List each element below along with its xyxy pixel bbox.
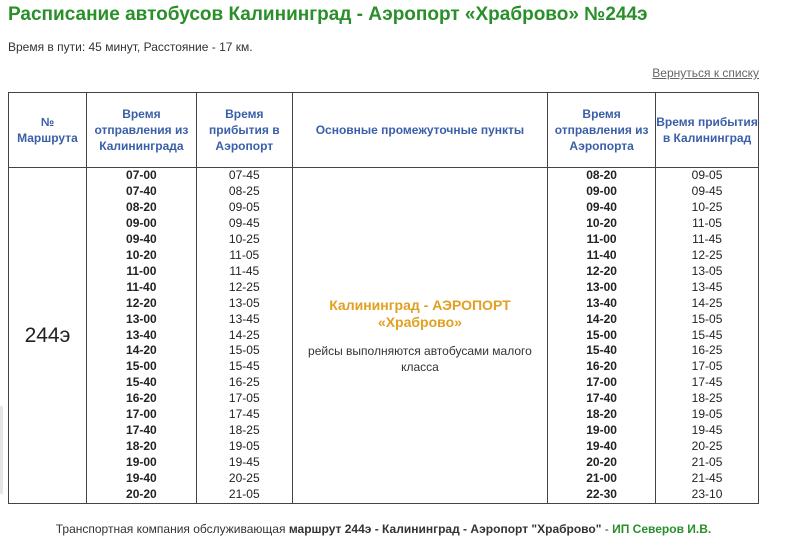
bus-class-note: рейсы выполняются автобусами малого класса (308, 343, 532, 374)
depart-kaliningrad-time: 14-20 (126, 343, 157, 358)
route-number: 244э (9, 168, 87, 504)
arrive-kaliningrad-time: 16-25 (691, 343, 723, 358)
table-row (9, 168, 759, 504)
arrive-kaliningrad-time: 09-05 (691, 168, 723, 182)
arrive-kaliningrad-time: 15-05 (691, 311, 723, 326)
depart-kaliningrad-list (86, 168, 196, 504)
depart-kaliningrad-time: 16-20 (126, 391, 157, 406)
arrive-airport-time: 15-05 (228, 343, 260, 358)
footer-prefix: Транспортная компания обслуживающая (55, 522, 289, 536)
depart-airport-time: 21-00 (586, 471, 617, 486)
route-destination-title: Калининград - АЭРОПОРТ «Храброво» (329, 296, 511, 330)
operator-company: ИП Северов И.В. (612, 522, 712, 536)
depart-kaliningrad-time: 20-20 (126, 487, 157, 502)
arrive-airport-time: 19-45 (228, 455, 260, 470)
depart-airport-time: 14-20 (586, 311, 617, 326)
arrive-kaliningrad-time: 23-10 (691, 487, 723, 502)
arrive-airport-time: 17-05 (228, 391, 260, 406)
intermediate-points (292, 168, 547, 504)
arrive-airport-time: 12-25 (228, 279, 260, 294)
depart-airport-time: 19-40 (586, 439, 617, 454)
depart-kaliningrad-time: 11-00 (126, 263, 157, 278)
arrive-kaliningrad-time: 14-25 (691, 295, 723, 310)
depart-airport-time: 19-00 (586, 423, 617, 438)
arrive-airport-time: 11-45 (229, 263, 260, 278)
depart-kaliningrad-time: 11-40 (126, 279, 157, 294)
depart-airport-list (548, 168, 656, 504)
footer-dash: - (601, 522, 613, 536)
arrive-airport-time: 09-05 (228, 199, 260, 214)
arrive-kaliningrad-time: 19-05 (691, 407, 723, 422)
depart-airport-time: 20-20 (586, 455, 617, 470)
side-scroll-indicator (0, 406, 3, 494)
col-arrive-kaliningrad: Время прибытия в Калининград (656, 93, 759, 168)
arrive-kaliningrad-time: 17-05 (691, 359, 723, 374)
depart-airport-time: 08-20 (586, 168, 617, 182)
col-arrive-airport: Время прибытия в Аэропорт (196, 93, 292, 168)
depart-kaliningrad-time: 17-40 (126, 423, 157, 438)
depart-kaliningrad-time: 09-40 (126, 231, 157, 246)
schedule-table (8, 92, 759, 504)
arrive-kaliningrad-list (656, 168, 759, 504)
depart-kaliningrad-time: 13-40 (126, 327, 157, 342)
col-route-number: № Маршрута (9, 93, 87, 168)
depart-airport-time: 09-40 (586, 199, 617, 214)
arrive-airport-time: 13-45 (228, 311, 260, 326)
depart-kaliningrad-time: 12-20 (126, 295, 157, 310)
arrive-kaliningrad-time: 10-25 (691, 199, 723, 214)
arrive-airport-time: 19-05 (228, 439, 260, 454)
arrive-kaliningrad-time: 18-25 (691, 391, 723, 406)
arrive-airport-time: 21-05 (228, 487, 260, 502)
arrive-airport-time: 08-25 (228, 183, 260, 198)
arrive-airport-list (196, 168, 292, 504)
depart-kaliningrad-time: 15-40 (126, 375, 157, 390)
depart-kaliningrad-time: 19-00 (126, 455, 157, 470)
arrive-airport-time: 20-25 (228, 471, 260, 486)
arrive-kaliningrad-time: 20-25 (691, 439, 723, 454)
depart-airport-time: 09-00 (586, 183, 617, 198)
arrive-kaliningrad-time: 11-45 (692, 231, 722, 246)
footer-route: маршрут 244э - Калининград - Аэропорт "Храброво" (288, 522, 602, 536)
arrive-kaliningrad-time: 21-45 (691, 471, 723, 486)
depart-kaliningrad-time: 07-40 (126, 183, 157, 198)
trip-info: Время в пути: 45 минут, Расстояние - 17 км. (8, 40, 253, 54)
depart-airport-time: 11-00 (586, 231, 617, 246)
col-intermediate-points: Основные промежуточные пункты (292, 93, 547, 168)
depart-airport-time: 16-20 (586, 359, 617, 374)
page-title: Расписание автобусов Калининград - Аэропорт «Храброво» №244э (8, 4, 648, 25)
arrive-airport-time: 15-45 (228, 359, 260, 374)
depart-kaliningrad-time: 09-00 (126, 215, 157, 230)
depart-airport-time: 18-20 (586, 407, 617, 422)
arrive-airport-time: 11-05 (229, 247, 260, 262)
arrive-kaliningrad-time: 15-45 (691, 327, 723, 342)
table-header-row (9, 93, 759, 168)
arrive-kaliningrad-time: 09-45 (691, 183, 723, 198)
col-depart-kaliningrad: Время отправления из Калининграда (86, 93, 196, 168)
col-depart-airport: Время отправления из Аэропорта (548, 93, 656, 168)
arrive-airport-time: 09-45 (228, 215, 260, 230)
back-to-list-link[interactable]: Вернуться к списку (652, 66, 759, 80)
depart-airport-time: 15-00 (586, 327, 617, 342)
arrive-airport-time: 07-45 (228, 168, 260, 182)
depart-kaliningrad-time: 13-00 (126, 311, 157, 326)
arrive-airport-time: 14-25 (228, 327, 260, 342)
arrive-kaliningrad-time: 21-05 (691, 455, 723, 470)
arrive-kaliningrad-time: 11-05 (692, 215, 722, 230)
depart-airport-time: 22-30 (586, 487, 617, 502)
arrive-kaliningrad-time: 19-45 (691, 423, 723, 438)
depart-airport-time: 15-40 (586, 343, 617, 358)
depart-kaliningrad-time: 08-20 (126, 199, 157, 214)
depart-airport-time: 13-00 (586, 279, 617, 294)
arrive-kaliningrad-time: 12-25 (691, 247, 723, 262)
depart-kaliningrad-time: 19-40 (126, 471, 157, 486)
depart-airport-time: 12-20 (586, 263, 617, 278)
arrive-airport-time: 16-25 (228, 375, 260, 390)
arrive-kaliningrad-time: 17-45 (691, 375, 723, 390)
arrive-kaliningrad-time: 13-45 (691, 279, 723, 294)
arrive-airport-time: 13-05 (228, 295, 260, 310)
depart-kaliningrad-time: 18-20 (126, 439, 157, 454)
depart-airport-time: 11-40 (586, 247, 617, 262)
depart-kaliningrad-time: 17-00 (126, 407, 157, 422)
depart-kaliningrad-time: 15-00 (126, 359, 157, 374)
depart-kaliningrad-time: 10-20 (126, 247, 157, 262)
depart-airport-time: 17-40 (586, 391, 617, 406)
footer-operator-info (0, 522, 767, 536)
arrive-airport-time: 17-45 (228, 407, 260, 422)
depart-airport-time: 13-40 (586, 295, 617, 310)
depart-kaliningrad-time: 07-00 (126, 168, 157, 182)
arrive-kaliningrad-time: 13-05 (691, 263, 723, 278)
depart-airport-time: 17-00 (586, 375, 617, 390)
arrive-airport-time: 10-25 (228, 231, 260, 246)
depart-airport-time: 10-20 (586, 215, 617, 230)
arrive-airport-time: 18-25 (228, 423, 260, 438)
